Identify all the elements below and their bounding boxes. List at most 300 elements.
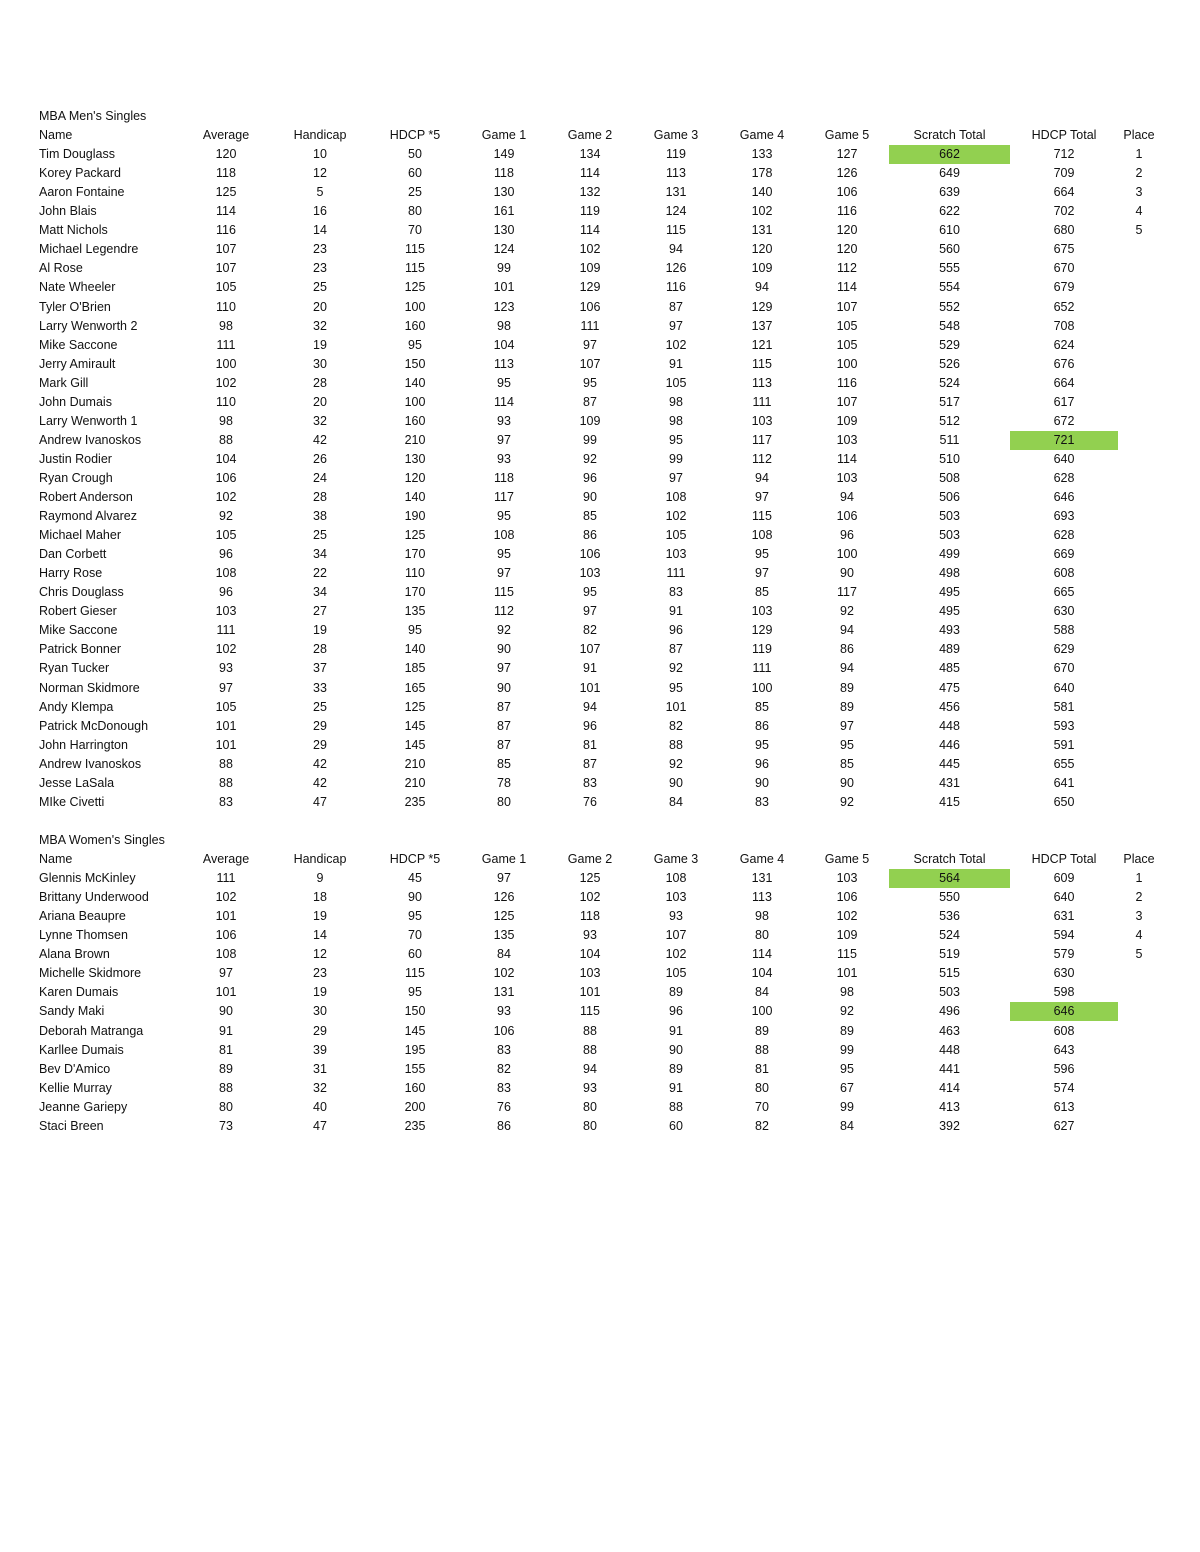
cell-game-5[interactable]: 94 [840, 623, 854, 638]
cell-game-1[interactable]: 82 [497, 1061, 511, 1076]
cell-average[interactable]: 98 [219, 318, 233, 333]
cell-game-1[interactable]: 131 [493, 985, 515, 1000]
cell-name[interactable]: Alana Brown [39, 947, 110, 962]
cell-hdcp-x5[interactable]: 125 [404, 528, 426, 543]
cell-game-1[interactable]: 97 [497, 566, 511, 581]
cell-scratch-total[interactable]: 499 [939, 547, 960, 562]
cell-name[interactable]: Ryan Tucker [39, 661, 110, 676]
cell-game-5[interactable]: 94 [840, 661, 854, 676]
cell-game-3[interactable]: 97 [669, 318, 683, 333]
cell-game-3[interactable]: 88 [669, 737, 683, 752]
cell-name[interactable]: Bev D'Amico [39, 1061, 111, 1076]
cell-name[interactable]: Larry Wenworth 2 [39, 318, 138, 333]
cell-hdcp-x5[interactable]: 110 [405, 566, 425, 581]
cell-hdcp-x5[interactable]: 170 [404, 585, 426, 600]
cell-game-3[interactable]: 124 [665, 204, 687, 219]
cell-game-1[interactable]: 78 [497, 775, 511, 790]
cell-scratch-total[interactable]: 503 [939, 985, 960, 1000]
cell-average[interactable]: 80 [219, 1099, 233, 1114]
cell-game-3[interactable]: 105 [665, 528, 687, 543]
cell-hdcp-total[interactable]: 609 [1053, 871, 1075, 886]
cell-name[interactable]: Staci Breen [39, 1118, 104, 1133]
cell-hdcp-total[interactable]: 669 [1053, 547, 1075, 562]
cell-average[interactable]: 105 [215, 280, 237, 295]
cell-game-5[interactable]: 101 [836, 966, 858, 981]
cell-scratch-total[interactable]: 415 [939, 794, 960, 809]
cell-hdcp-total[interactable]: 712 [1053, 147, 1075, 162]
cell-scratch-total[interactable]: 552 [939, 299, 960, 314]
cell-game-3[interactable]: 103 [665, 890, 687, 905]
cell-average[interactable]: 97 [219, 680, 233, 695]
cell-name[interactable]: Mark Gill [39, 375, 89, 390]
cell-game-1[interactable]: 87 [497, 737, 511, 752]
cell-game-2[interactable]: 106 [579, 299, 601, 314]
cell-game-3[interactable]: 99 [669, 451, 683, 466]
cell-hdcp-total[interactable]: 588 [1053, 623, 1075, 638]
cell-scratch-total[interactable]: 493 [939, 623, 960, 638]
cell-hdcp-total[interactable]: 593 [1053, 718, 1075, 733]
cell-game-5[interactable]: 102 [836, 909, 858, 924]
cell-scratch-total[interactable]: 515 [939, 966, 960, 981]
cell-average[interactable]: 120 [215, 147, 237, 162]
cell-handicap[interactable]: 19 [313, 337, 327, 352]
cell-game-5[interactable]: 89 [840, 680, 854, 695]
cell-game-4[interactable]: 86 [755, 718, 769, 733]
cell-hdcp-total[interactable]: 680 [1053, 223, 1075, 238]
cell-game-4[interactable]: 95 [755, 737, 769, 752]
cell-hdcp-x5[interactable]: 185 [404, 661, 426, 676]
cell-handicap[interactable]: 40 [313, 1099, 327, 1114]
cell-hdcp-total[interactable]: 641 [1053, 775, 1075, 790]
cell-game-1[interactable]: 123 [493, 299, 515, 314]
cell-name[interactable]: Jerry Amirault [39, 356, 116, 371]
cell-game-5[interactable]: 86 [840, 642, 854, 657]
cell-game-2[interactable]: 93 [583, 928, 597, 943]
cell-average[interactable]: 102 [215, 890, 237, 905]
cell-scratch-total[interactable]: 475 [939, 680, 960, 695]
cell-hdcp-x5[interactable]: 115 [405, 966, 425, 981]
cell-game-4[interactable]: 119 [752, 642, 772, 657]
cell-average[interactable]: 111 [216, 871, 236, 886]
cell-game-5[interactable]: 109 [836, 928, 858, 943]
cell-average[interactable]: 111 [216, 337, 236, 352]
cell-name[interactable]: Patrick McDonough [39, 718, 149, 733]
cell-scratch-total[interactable]: 508 [939, 470, 960, 485]
cell-game-3[interactable]: 105 [665, 966, 687, 981]
cell-game-4[interactable]: 97 [755, 566, 769, 581]
cell-game-4[interactable]: 129 [751, 623, 773, 638]
cell-game-2[interactable]: 102 [579, 890, 601, 905]
cell-average[interactable]: 102 [215, 642, 237, 657]
cell-scratch-total[interactable]: 639 [939, 185, 960, 200]
cell-game-5[interactable]: 94 [840, 490, 854, 504]
cell-place[interactable]: 5 [1135, 223, 1143, 238]
cell-name[interactable]: Matt Nichols [39, 223, 108, 238]
cell-game-1[interactable]: 126 [493, 890, 515, 905]
cell-handicap[interactable]: 42 [313, 775, 327, 790]
cell-place[interactable]: 2 [1135, 890, 1143, 905]
cell-handicap[interactable]: 25 [313, 280, 327, 295]
cell-scratch-total[interactable]: 445 [939, 756, 960, 771]
cell-average[interactable]: 88 [219, 432, 233, 447]
cell-game-2[interactable]: 106 [579, 547, 601, 562]
cell-hdcp-x5[interactable]: 210 [404, 775, 426, 790]
cell-game-3[interactable]: 87 [669, 299, 683, 314]
cell-hdcp-x5[interactable]: 80 [408, 204, 422, 219]
cell-game-2[interactable]: 95 [583, 375, 597, 390]
cell-scratch-total[interactable]: 555 [939, 261, 960, 276]
cell-handicap[interactable]: 32 [313, 318, 327, 333]
cell-game-1[interactable]: 108 [493, 528, 515, 543]
cell-game-5[interactable]: 92 [840, 1004, 854, 1019]
cell-place[interactable] [1119, 564, 1159, 583]
cell-game-3[interactable]: 84 [669, 794, 683, 809]
cell-scratch-total[interactable]: 456 [939, 699, 960, 714]
cell-game-2[interactable]: 107 [579, 642, 601, 657]
cell-scratch-total[interactable]: 485 [939, 661, 960, 676]
cell-game-2[interactable]: 101 [579, 985, 601, 1000]
cell-average[interactable]: 106 [215, 470, 237, 485]
cell-game-4[interactable]: 94 [755, 280, 769, 295]
cell-game-2[interactable]: 87 [583, 756, 597, 771]
cell-game-1[interactable]: 80 [497, 794, 511, 809]
cell-name[interactable]: Andrew Ivanoskos [39, 756, 142, 771]
cell-game-2[interactable]: 114 [580, 223, 600, 238]
cell-game-4[interactable]: 96 [755, 756, 769, 771]
cell-handicap[interactable]: 23 [313, 242, 327, 257]
cell-name[interactable]: Andy Klempa [39, 699, 114, 714]
cell-handicap[interactable]: 9 [316, 871, 324, 886]
cell-hdcp-total[interactable]: 670 [1053, 661, 1075, 676]
cell-hdcp-total[interactable]: 598 [1053, 985, 1075, 1000]
cell-game-4[interactable]: 70 [755, 1099, 769, 1114]
cell-game-1[interactable]: 86 [497, 1118, 511, 1133]
highlighted-cell-scratch-total[interactable]: 564 [889, 869, 1010, 888]
cell-name[interactable]: Patrick Bonner [39, 642, 121, 657]
cell-game-4[interactable]: 113 [752, 890, 772, 905]
cell-average[interactable]: 102 [215, 375, 237, 390]
cell-place[interactable] [1119, 583, 1159, 602]
cell-hdcp-x5[interactable]: 155 [404, 1061, 426, 1076]
cell-average[interactable]: 110 [216, 299, 236, 314]
cell-average[interactable]: 105 [215, 699, 237, 714]
cell-game-5[interactable]: 120 [836, 242, 858, 257]
cell-game-4[interactable]: 90 [755, 775, 769, 790]
cell-game-2[interactable]: 132 [579, 185, 601, 200]
cell-game-4[interactable]: 80 [755, 1080, 769, 1095]
cell-game-2[interactable]: 76 [583, 794, 597, 809]
cell-game-3[interactable]: 92 [669, 661, 683, 676]
cell-game-2[interactable]: 88 [583, 1023, 597, 1038]
cell-game-2[interactable]: 109 [579, 413, 601, 428]
cell-hdcp-x5[interactable]: 70 [408, 223, 422, 238]
cell-scratch-total[interactable]: 560 [939, 242, 960, 257]
cell-game-1[interactable]: 118 [494, 166, 514, 181]
cell-average[interactable]: 81 [219, 1042, 233, 1057]
cell-name[interactable]: Tim Douglass [39, 147, 115, 162]
cell-average[interactable]: 98 [219, 413, 233, 428]
cell-hdcp-x5[interactable]: 200 [404, 1099, 426, 1114]
cell-place[interactable]: 5 [1135, 947, 1143, 962]
cell-game-1[interactable]: 76 [497, 1099, 511, 1114]
cell-game-4[interactable]: 102 [751, 204, 773, 219]
cell-game-3[interactable]: 102 [665, 947, 687, 962]
cell-place[interactable] [1119, 774, 1159, 793]
cell-place[interactable] [1119, 431, 1159, 450]
cell-game-1[interactable]: 83 [497, 1042, 511, 1057]
cell-game-1[interactable]: 125 [493, 909, 515, 924]
cell-handicap[interactable]: 16 [313, 204, 327, 219]
cell-hdcp-total[interactable]: 613 [1053, 1099, 1075, 1114]
cell-place[interactable] [1119, 659, 1159, 678]
cell-game-5[interactable]: 100 [836, 547, 858, 562]
cell-game-5[interactable]: 116 [837, 204, 857, 219]
cell-game-4[interactable]: 121 [751, 337, 773, 352]
cell-handicap[interactable]: 34 [313, 585, 327, 600]
cell-game-3[interactable]: 82 [669, 718, 683, 733]
cell-scratch-total[interactable]: 511 [939, 432, 960, 447]
cell-scratch-total[interactable]: 610 [939, 223, 960, 238]
cell-name[interactable]: Lynne Thomsen [39, 928, 128, 943]
cell-game-1[interactable]: 95 [497, 547, 511, 562]
cell-hdcp-x5[interactable]: 95 [408, 909, 422, 924]
cell-hdcp-x5[interactable]: 210 [404, 432, 426, 447]
cell-hdcp-x5[interactable]: 60 [408, 166, 422, 181]
cell-hdcp-x5[interactable]: 45 [408, 871, 422, 886]
cell-hdcp-total[interactable]: 679 [1053, 280, 1075, 295]
cell-game-1[interactable]: 90 [497, 680, 511, 695]
cell-game-5[interactable]: 120 [836, 223, 858, 238]
cell-hdcp-total[interactable]: 676 [1053, 356, 1075, 371]
cell-game-1[interactable]: 161 [493, 204, 515, 219]
cell-handicap[interactable]: 22 [313, 566, 327, 581]
cell-handicap[interactable]: 28 [313, 375, 327, 390]
cell-game-1[interactable]: 95 [497, 509, 511, 524]
cell-game-3[interactable]: 95 [669, 432, 683, 447]
cell-game-3[interactable]: 126 [665, 261, 687, 276]
cell-scratch-total[interactable]: 512 [939, 413, 960, 428]
cell-game-3[interactable]: 90 [669, 775, 683, 790]
cell-average[interactable]: 108 [215, 947, 237, 962]
cell-name[interactable]: Ryan Crough [39, 470, 113, 485]
cell-game-4[interactable]: 112 [752, 451, 772, 466]
cell-handicap[interactable]: 12 [313, 166, 327, 181]
cell-handicap[interactable]: 10 [313, 147, 327, 162]
cell-scratch-total[interactable]: 548 [939, 318, 960, 333]
cell-game-5[interactable]: 98 [840, 985, 854, 1000]
cell-hdcp-x5[interactable]: 145 [404, 737, 426, 752]
cell-game-4[interactable]: 84 [755, 985, 769, 1000]
cell-game-5[interactable]: 90 [840, 775, 854, 790]
cell-game-5[interactable]: 103 [836, 432, 858, 447]
cell-game-1[interactable]: 149 [493, 147, 515, 162]
cell-game-5[interactable]: 85 [840, 756, 854, 771]
cell-game-5[interactable]: 109 [836, 413, 858, 428]
cell-place[interactable] [1119, 983, 1159, 1002]
cell-game-1[interactable]: 87 [497, 718, 511, 733]
cell-game-1[interactable]: 130 [493, 223, 515, 238]
cell-game-5[interactable]: 126 [836, 166, 858, 181]
cell-game-1[interactable]: 117 [494, 490, 514, 504]
cell-scratch-total[interactable]: 414 [939, 1080, 960, 1095]
cell-game-2[interactable]: 103 [579, 966, 601, 981]
cell-game-4[interactable]: 98 [755, 909, 769, 924]
cell-game-4[interactable]: 113 [752, 375, 772, 390]
cell-game-3[interactable]: 115 [666, 223, 686, 238]
cell-place[interactable] [1119, 1060, 1159, 1079]
cell-game-3[interactable]: 98 [669, 413, 683, 428]
cell-average[interactable]: 107 [215, 261, 237, 276]
cell-name[interactable]: John Dumais [39, 394, 112, 409]
cell-scratch-total[interactable]: 524 [939, 928, 960, 943]
cell-hdcp-x5[interactable]: 140 [404, 375, 426, 390]
cell-name[interactable]: Korey Packard [39, 166, 121, 181]
cell-game-4[interactable]: 133 [751, 147, 773, 162]
cell-place[interactable] [1119, 1022, 1159, 1041]
cell-name[interactable]: Mike Saccone [39, 337, 118, 352]
cell-game-2[interactable]: 82 [583, 623, 597, 638]
cell-hdcp-x5[interactable]: 165 [404, 680, 426, 695]
cell-game-1[interactable]: 98 [497, 318, 511, 333]
cell-game-2[interactable]: 97 [583, 604, 597, 619]
cell-game-2[interactable]: 104 [579, 947, 601, 962]
cell-scratch-total[interactable]: 495 [939, 585, 960, 600]
cell-handicap[interactable]: 14 [313, 928, 327, 943]
cell-handicap[interactable]: 25 [313, 699, 327, 714]
cell-hdcp-x5[interactable]: 145 [404, 1023, 426, 1038]
cell-game-5[interactable]: 106 [836, 890, 858, 905]
cell-game-2[interactable]: 96 [583, 470, 597, 485]
cell-game-3[interactable]: 91 [669, 1023, 683, 1038]
cell-handicap[interactable]: 39 [313, 1042, 327, 1057]
cell-place[interactable] [1119, 336, 1159, 355]
cell-name[interactable]: Jeanne Gariepy [39, 1099, 128, 1114]
cell-place[interactable] [1119, 640, 1159, 659]
cell-hdcp-total[interactable]: 670 [1053, 261, 1075, 276]
cell-scratch-total[interactable]: 496 [939, 1004, 960, 1019]
cell-average[interactable]: 104 [215, 451, 237, 466]
cell-game-5[interactable]: 114 [837, 280, 857, 295]
cell-hdcp-x5[interactable]: 115 [405, 261, 425, 276]
cell-game-3[interactable]: 90 [669, 1042, 683, 1057]
cell-scratch-total[interactable]: 622 [939, 204, 960, 219]
cell-place[interactable] [1119, 450, 1159, 469]
cell-scratch-total[interactable]: 517 [939, 394, 960, 409]
cell-game-5[interactable]: 96 [840, 528, 854, 543]
cell-average[interactable]: 91 [219, 1023, 233, 1038]
cell-game-1[interactable]: 93 [497, 451, 511, 466]
cell-name[interactable]: Norman Skidmore [39, 680, 140, 695]
cell-game-2[interactable]: 95 [583, 585, 597, 600]
cell-game-5[interactable]: 99 [840, 1042, 854, 1057]
cell-game-4[interactable]: 131 [751, 223, 773, 238]
cell-hdcp-total[interactable]: 655 [1053, 756, 1075, 771]
cell-game-5[interactable]: 106 [836, 185, 858, 200]
cell-hdcp-total[interactable]: 628 [1053, 470, 1075, 485]
cell-scratch-total[interactable]: 526 [939, 356, 960, 371]
cell-game-4[interactable]: 80 [755, 928, 769, 943]
cell-average[interactable]: 89 [219, 1061, 233, 1076]
cell-place[interactable] [1119, 964, 1159, 983]
cell-hdcp-x5[interactable]: 95 [408, 623, 422, 638]
cell-average[interactable]: 125 [215, 185, 237, 200]
cell-hdcp-x5[interactable]: 100 [404, 394, 426, 409]
cell-game-3[interactable]: 88 [669, 1099, 683, 1114]
cell-handicap[interactable]: 19 [313, 623, 327, 638]
cell-game-3[interactable]: 91 [669, 604, 683, 619]
cell-name[interactable]: Chris Douglass [39, 585, 124, 600]
cell-game-2[interactable]: 94 [583, 1061, 597, 1076]
cell-average[interactable]: 107 [215, 242, 237, 257]
cell-name[interactable]: Al Rose [39, 261, 83, 276]
cell-game-4[interactable]: 89 [755, 1023, 769, 1038]
cell-game-5[interactable]: 99 [840, 1099, 854, 1114]
cell-place[interactable] [1119, 412, 1159, 431]
cell-handicap[interactable]: 20 [313, 394, 327, 409]
cell-scratch-total[interactable]: 536 [939, 909, 960, 924]
cell-game-4[interactable]: 82 [755, 1118, 769, 1133]
cell-game-5[interactable]: 89 [840, 1023, 854, 1038]
cell-scratch-total[interactable]: 441 [939, 1061, 960, 1076]
cell-game-1[interactable]: 115 [494, 585, 514, 600]
cell-scratch-total[interactable]: 495 [939, 604, 960, 619]
cell-hdcp-total[interactable]: 702 [1053, 204, 1075, 219]
cell-game-5[interactable]: 95 [840, 1061, 854, 1076]
cell-handicap[interactable]: 19 [313, 909, 327, 924]
cell-hdcp-total[interactable]: 630 [1053, 604, 1075, 619]
cell-hdcp-x5[interactable]: 235 [404, 1118, 426, 1133]
cell-hdcp-total[interactable]: 608 [1053, 566, 1075, 581]
cell-handicap[interactable]: 5 [316, 185, 324, 200]
cell-hdcp-total[interactable]: 643 [1053, 1042, 1075, 1057]
cell-game-3[interactable]: 107 [665, 928, 687, 943]
cell-hdcp-total[interactable]: 594 [1053, 928, 1075, 943]
cell-game-2[interactable]: 119 [580, 204, 600, 219]
cell-game-3[interactable]: 60 [669, 1118, 683, 1133]
cell-name[interactable]: Michael Maher [39, 528, 121, 543]
cell-game-3[interactable]: 108 [665, 871, 687, 886]
cell-average[interactable]: 110 [216, 394, 236, 409]
cell-game-4[interactable]: 120 [751, 242, 773, 257]
cell-game-1[interactable]: 97 [497, 871, 511, 886]
cell-name[interactable]: Harry Rose [39, 566, 103, 581]
cell-handicap[interactable]: 37 [313, 661, 327, 676]
cell-hdcp-x5[interactable]: 170 [404, 547, 426, 562]
cell-hdcp-x5[interactable]: 120 [404, 470, 426, 485]
cell-scratch-total[interactable]: 506 [939, 490, 960, 504]
cell-game-4[interactable]: 103 [751, 604, 773, 619]
cell-hdcp-x5[interactable]: 60 [408, 947, 422, 962]
cell-average[interactable]: 116 [216, 223, 236, 238]
cell-game-4[interactable]: 109 [751, 261, 773, 276]
cell-place[interactable] [1119, 793, 1159, 812]
cell-game-4[interactable]: 137 [751, 318, 773, 333]
cell-hdcp-x5[interactable]: 140 [404, 642, 426, 657]
cell-handicap[interactable]: 42 [313, 756, 327, 771]
cell-hdcp-total[interactable]: 664 [1053, 375, 1075, 390]
cell-game-4[interactable]: 94 [755, 470, 769, 485]
cell-place[interactable] [1119, 1117, 1159, 1136]
cell-average[interactable]: 92 [219, 509, 233, 524]
cell-place[interactable] [1119, 1002, 1159, 1021]
cell-game-5[interactable]: 89 [840, 699, 854, 714]
cell-game-4[interactable]: 83 [755, 794, 769, 809]
cell-place[interactable] [1119, 736, 1159, 755]
cell-name[interactable]: Robert Gieser [39, 604, 117, 619]
cell-hdcp-x5[interactable]: 130 [404, 451, 426, 466]
cell-average[interactable]: 101 [215, 737, 237, 752]
cell-game-2[interactable]: 125 [579, 871, 601, 886]
